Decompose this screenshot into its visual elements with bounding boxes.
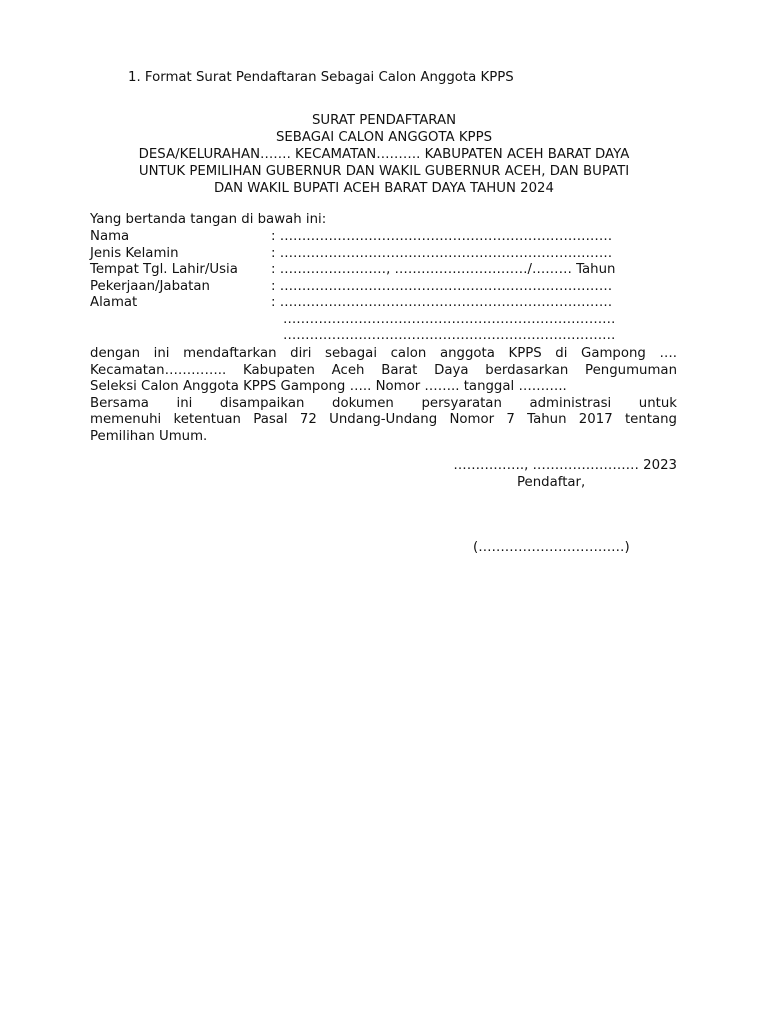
title-line-1: SURAT PENDAFTARAN	[311, 113, 457, 128]
field-label-ttl: Tempat Tgl. Lahir/Usia	[90, 262, 238, 277]
intro-text: Yang bertanda tangan di bawah ini:	[90, 212, 327, 227]
field-value-pekerjaan: : …………………………………………………………………	[271, 278, 613, 294]
field-label-nama: Nama	[90, 229, 130, 244]
field-label-alamat: Alamat	[90, 295, 138, 310]
title-line-4: UNTUK PEMILIHAN GUBERNUR DAN WAKIL GUBERNUR ACEH, DAN BUPATI	[138, 164, 630, 179]
field-value-alamat-cont-1: …………………………………………………………………	[283, 311, 616, 327]
body-line-3: Seleksi Calon Anggota KPPS Gampong ….. Nomor …….. tanggal ………..	[90, 379, 567, 394]
body-line-6: Pemilihan Umum.	[90, 428, 208, 444]
body-line-2: Kecamatan………….. Kabupaten Aceh Barat Daya berdasarkan Pengumuman	[90, 362, 677, 378]
field-value-alamat-cont-2: …………………………………………………………………	[283, 328, 616, 343]
body-line-5: memenuhi ketentuan Pasal 72 Undang-Undang Nomor 7 Tahun 2017 tentang	[90, 412, 677, 427]
title-line-5: DAN WAKIL BUPATI ACEH BARAT DAYA TAHUN 2024	[214, 181, 554, 196]
signer-label: Pendaftar,	[517, 475, 586, 490]
title-line-3: DESA/KELURAHAN……. KECAMATAN………. KABUPATEN ACEH BARAT DAYA	[138, 147, 630, 162]
date-line: ……………., …………………… 2023	[453, 458, 677, 473]
body-paragraph	[90, 346, 677, 445]
field-value-ttl: : ……………………, …………………………/……… Tahun	[271, 262, 616, 277]
field-value-nama: : …………………………………………………………………	[271, 229, 613, 244]
title-line-2: SEBAGAI CALON ANGGOTA KPPS	[275, 130, 493, 145]
body-line-4: Bersama ini disampaikan dokumen persyaratan administrasi untuk	[90, 395, 677, 411]
body-line-1: dengan ini mendaftarkan diri sebagai calon anggota KPPS di Gampong ….	[90, 346, 677, 361]
field-label-jenis-kelamin: Jenis Kelamin	[90, 245, 179, 261]
field-value-jenis-kelamin: : …………………………………………………………………	[271, 245, 613, 261]
field-label-pekerjaan: Pekerjaan/Jabatan	[90, 278, 210, 294]
field-value-alamat: : …………………………………………………………………	[271, 295, 613, 310]
signature-placeholder: (……………………………)	[473, 540, 630, 555]
letter-title	[90, 112, 678, 197]
section-heading: 1. Format Surat Pendaftaran Sebagai Calon Anggota KPPS	[128, 70, 514, 85]
